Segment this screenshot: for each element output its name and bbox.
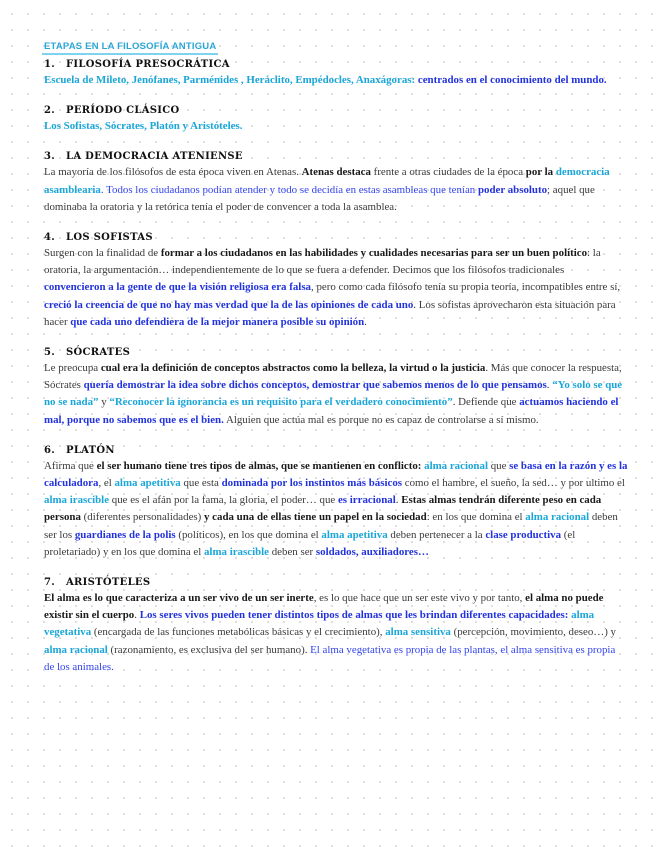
- emphasis-text: que cada uno defendiera de la mejor manera posible su opinión: [70, 315, 365, 328]
- section-number: 2.: [44, 105, 56, 117]
- emphasis-text: el ser humano tiene tres tipos de almas, que se mantienen en conflicto:: [96, 459, 425, 472]
- section-7: [44, 577, 628, 676]
- emphasis-text: Los seres vivos pueden tener distintos tipos de almas que les brindan diferentes capacidades:: [139, 609, 569, 622]
- emphasis-text: alma sensitiva: [385, 626, 451, 639]
- emphasis-text: alma vegetativa: [44, 609, 595, 639]
- body-text: deben ser: [269, 545, 316, 558]
- body-text: que es el afán por la fama, la gloria, el poder… que: [109, 494, 338, 507]
- body-text: como el hambre, el sueño, la sed… y por ultimo el: [402, 477, 625, 490]
- section-heading-text: PERÍODO CLÁSICO: [66, 105, 180, 117]
- emphasis-text: centrados en el conocimiento del mundo.: [417, 74, 607, 86]
- body-text: (políticos), en los que domina el: [175, 528, 322, 541]
- emphasis-text: por la: [525, 166, 556, 179]
- emphasis-text: el alma no puede existir sin el cuerpo: [44, 592, 604, 622]
- section-number: 5.: [44, 347, 56, 359]
- section-number: 3.: [44, 151, 56, 163]
- body-text: Surgen con la finalidad de: [44, 247, 161, 260]
- body-text: deben pertenecer a la: [387, 528, 486, 541]
- emphasis-text: El alma vegetativa es propia de las plantas, el alma sensitiva es propia de los animales.: [44, 643, 616, 673]
- body-text: , el: [98, 477, 115, 490]
- body-text: (diferentes personalidades): [80, 511, 204, 524]
- body-text: (el proletariado) y en los que domina el: [44, 528, 576, 558]
- body-text: . Los sofistas aprovecharon esta situación para hacer: [44, 298, 616, 328]
- section-heading-text: FILOSOFÍA PRESOCRÁTICA: [66, 59, 230, 70]
- emphasis-text: alma apetitiva: [114, 477, 181, 490]
- emphasis-text: alma irascible: [44, 494, 110, 507]
- emphasis-text: soldados, auxiliadores…: [315, 545, 429, 558]
- body-text: que: [487, 459, 510, 472]
- emphasis-text: formar a los ciudadanos en las habilidades y cualidades necesarias para ser un buen político: [160, 247, 588, 260]
- emphasis-text: cual era la definición de conceptos abstractos como la belleza, la virtud o la justicia: [100, 362, 486, 375]
- emphasis-text: Escuela de Mileto, Jenófanes, Parménides , Heráclito, Empédocles, Anaxágoras:: [44, 74, 418, 86]
- emphasis-text: se basa en la razón y es la calculadora: [44, 459, 628, 490]
- section-heading: [44, 347, 628, 358]
- emphasis-text: alma irascible: [203, 545, 270, 558]
- section-heading: [44, 232, 628, 243]
- section-5: [44, 347, 628, 429]
- emphasis-text: Los Sofistas, Sócrates, Platón y Aristóteles.: [44, 120, 243, 133]
- section-heading: [44, 445, 628, 456]
- section-4: [44, 232, 628, 331]
- body-text: que esta: [180, 477, 222, 490]
- emphasis-text: alma racional: [424, 459, 488, 472]
- emphasis-text: alma racional: [44, 643, 108, 656]
- body-text: , es lo que hace que un ser este vivo y por tanto,: [313, 592, 526, 605]
- emphasis-text: alma racional: [525, 511, 590, 524]
- section-body: [44, 164, 628, 216]
- body-text: .: [546, 379, 553, 392]
- section-heading-text: ARISTÓTELES: [66, 577, 151, 589]
- section-heading-text: LOS SOFISTAS: [66, 232, 153, 244]
- emphasis-text: alma apetitiva: [321, 528, 388, 541]
- emphasis-text: “Reconocer la ignorancia es un requisito para el verdadero conocimiento”: [109, 396, 453, 409]
- emphasis-text: clase productiva: [485, 528, 562, 541]
- body-text: deben ser los: [44, 511, 618, 541]
- section-heading-text: LA DEMOCRACIA ATENIENSE: [66, 151, 243, 163]
- sections-container: [44, 59, 628, 676]
- emphasis-text: y cada una de ellas tiene un papel en la sociedad: [204, 511, 427, 524]
- body-text: y: [98, 396, 110, 409]
- emphasis-text: Estas almas tendrán diferente peso en cada persona: [44, 494, 602, 524]
- body-text: .: [395, 494, 402, 507]
- section-number: 6.: [44, 444, 56, 456]
- emphasis-text: quería demostrar la idea sobre dichos conceptos, demostrar que sabemos menos de lo que pensamos: [83, 379, 547, 392]
- body-text: (razonamiento, es exclusiva del ser humano).: [107, 643, 311, 656]
- section-heading: [44, 105, 628, 116]
- body-text: . Más que conocer la respuesta, Sócrates: [44, 362, 622, 392]
- body-text: : la oratoria, la argumentación… independientemente de lo que se fuera a defender. Decimos que los filósofos tradicionales: [44, 247, 601, 277]
- body-text: , pero como cada filósofo tenía su propia teoría, incompatibles entre sí,: [311, 281, 621, 294]
- section-body: [44, 360, 628, 429]
- emphasis-text: El alma es lo que caracteriza a un ser vivo de un ser inerte: [44, 592, 314, 605]
- section-6: [44, 445, 628, 561]
- emphasis-text: guardianes de la polis: [74, 528, 176, 541]
- emphasis-text: creció la creencia de que no hay mas verdad que la de las opiniones de cada uno: [44, 298, 414, 311]
- emphasis-text: “Yo solo se que no se nada”: [44, 379, 623, 409]
- body-text: .: [364, 315, 367, 328]
- body-text: frente a otras ciudades de la época: [370, 166, 526, 179]
- section-body: [44, 72, 628, 89]
- body-text: : en los que domina el: [426, 511, 526, 524]
- section-heading-text: SÓCRATES: [66, 347, 131, 359]
- section-heading-text: PLATÓN: [66, 444, 115, 456]
- section-2: [44, 105, 628, 135]
- emphasis-text: actuamos haciendo el mal, porque no sabemos que es el bien.: [44, 396, 619, 426]
- body-text: .: [134, 609, 140, 622]
- section-body: [44, 590, 628, 676]
- section-3: [44, 151, 628, 216]
- section-body: [44, 245, 628, 331]
- section-1: [44, 59, 628, 89]
- section-heading: [44, 59, 628, 70]
- section-heading: [44, 577, 628, 588]
- section-body: [44, 118, 628, 135]
- body-text: (encargada de las funciones metabólicas básicas y el crecimiento),: [91, 626, 386, 639]
- emphasis-text: es irracional: [337, 494, 396, 507]
- emphasis-text: poder absoluto: [477, 183, 548, 196]
- body-text: ; aquel que dominaba la oratoria y la retórica tenía el poder de convencer a toda la asamblea.: [44, 183, 595, 213]
- section-number: 7.: [44, 577, 56, 589]
- body-text: Le preocupa: [44, 362, 101, 375]
- section-number: 1.: [44, 59, 56, 70]
- body-text: Alguien que actúa mal es porque no es capaz de controlarse a sí mismo.: [223, 413, 539, 426]
- emphasis-text: democracia asamblearia: [44, 166, 610, 196]
- body-text: . Defiende que: [452, 396, 520, 409]
- emphasis-text: dominada por los instintos más básicos: [221, 477, 403, 490]
- body-text: La mayoría de los filósofos de esta época viven en Atenas.: [44, 166, 302, 179]
- emphasis-text: Atenas destaca: [301, 166, 371, 179]
- body-text: Afirma que: [44, 459, 97, 472]
- section-heading: [44, 151, 628, 162]
- section-number: 4.: [44, 232, 56, 244]
- emphasis-text: . Todos los ciudadanos podían atender y todo se decidía en estas asambleas que tenían: [100, 183, 478, 196]
- section-body: [44, 458, 628, 561]
- page-title: ETAPAS EN LA FILOSOFÍA ANTIGUA: [42, 41, 218, 55]
- emphasis-text: convencieron a la gente de que la visión religiosa era falsa: [44, 281, 312, 294]
- body-text: (percepción, movimiento, deseo…) y: [450, 626, 616, 639]
